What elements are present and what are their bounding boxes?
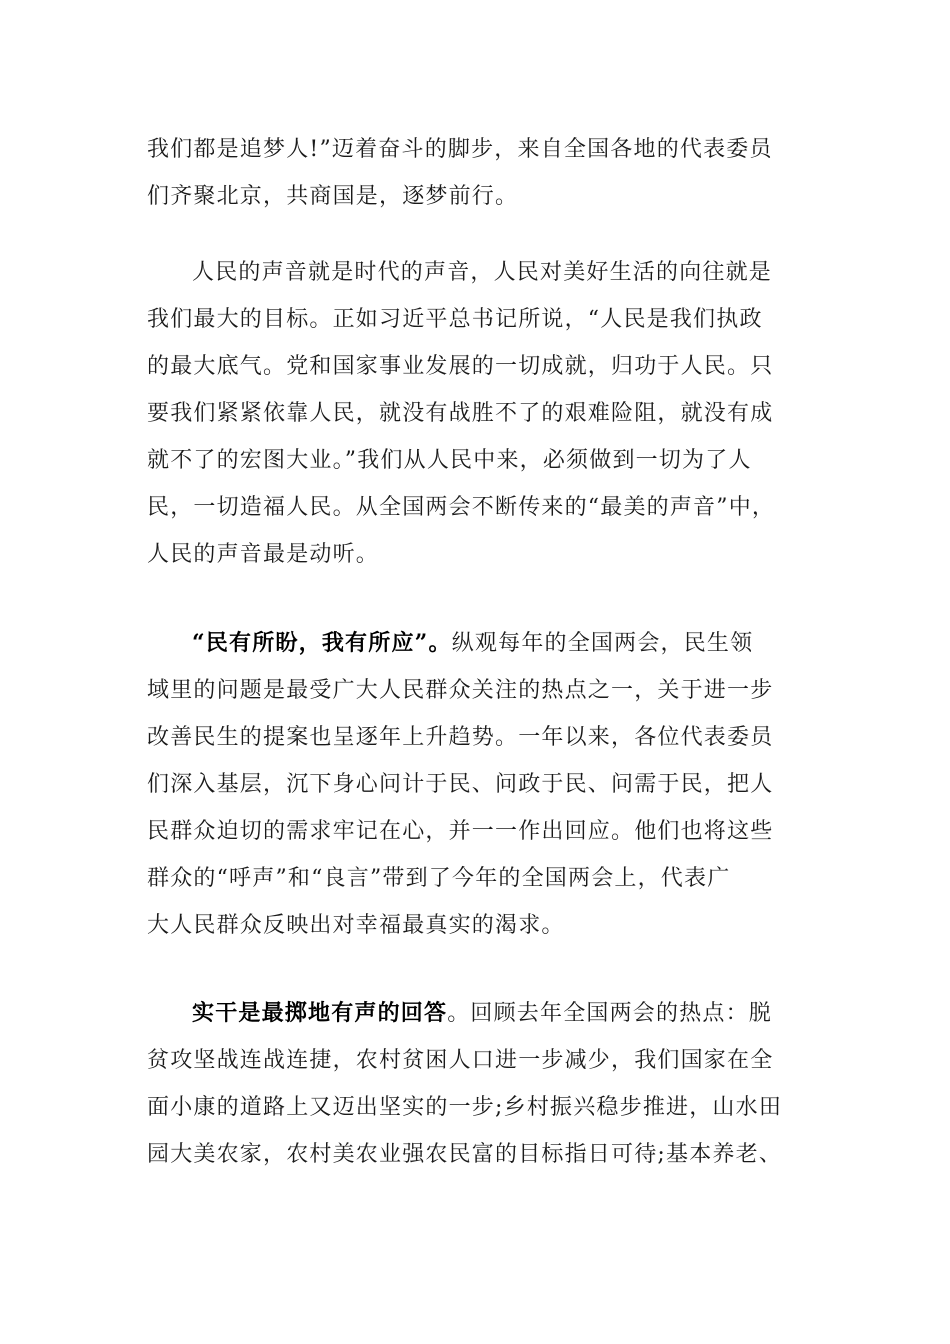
paragraph-line: 大人民群众反映出对幸福最真实的渴求。 [147,913,565,938]
paragraph-line: 园大美农家，农村美农业强农民富的目标指日可待;基本养老、 [147,1142,783,1167]
paragraph-line: 人民的声音就是时代的声音，人民对美好生活的向往就是 [192,260,773,285]
paragraph-heading: 实干是最掷地有声的回答 [192,1000,448,1026]
paragraph-first-line [147,620,807,667]
paragraph-text: 纵观每年的全国两会，民生领 [451,631,754,656]
paragraph-line: 民，一切造福人民。从全国两会不断传来的“最美的声音”中， [147,495,776,520]
paragraph-line: 群众的“呼声”和“良言”带到了今年的全国两会上，代表广 [147,866,731,891]
paragraph-heading: “民有所盼，我有所应”。 [192,630,452,656]
paragraph-line: 们深入基层，沉下身心问计于民、问政于民、问需于民，把人 [147,772,774,797]
paragraph-line: 人民的声音最是动听。 [147,542,380,567]
paragraph-2 [147,249,807,578]
paragraph-line: 改善民生的提案也呈逐年上升趋势。一年以来，各位代表委员 [147,725,774,750]
paragraph-line: 们齐聚北京，共商国是，逐梦前行。 [147,184,519,209]
paragraph-line: 面小康的道路上又迈出坚实的一步;乡村振兴稳步推进，山水田 [147,1095,783,1120]
paragraph-line: 我们最大的目标。正如习近平总书记所说，“人民是我们执政 [147,307,763,332]
paragraph-line: 域里的问题是最受广大人民群众关注的热点之一，关于进一步 [147,678,774,703]
paragraph-first-line [147,990,807,1037]
paragraph-line: 就不了的宏图大业。”我们从人民中来，必须做到一切为了人 [147,448,752,473]
paragraph-line: 我们都是追梦人!”迈着奋斗的脚步，来自全国各地的代表委员 [147,137,773,162]
paragraph-3 [147,620,807,949]
paragraph-1 [147,126,807,220]
paragraph-line: 要我们紧紧依靠人民，就没有战胜不了的艰难险阻，就没有成 [147,401,774,426]
paragraph-text: 。回顾去年全国两会的热点：脱 [447,1001,773,1026]
paragraph-line: 的最大底气。党和国家事业发展的一切成就，归功于人民。只 [147,354,774,379]
paragraph-line: 民群众迫切的需求牢记在心，并一一作出回应。他们也将这些 [147,819,774,844]
paragraph-4 [147,990,807,1178]
paragraph-line: 贫攻坚战连战连捷，农村贫困人口进一步减少，我们国家在全 [147,1048,774,1073]
